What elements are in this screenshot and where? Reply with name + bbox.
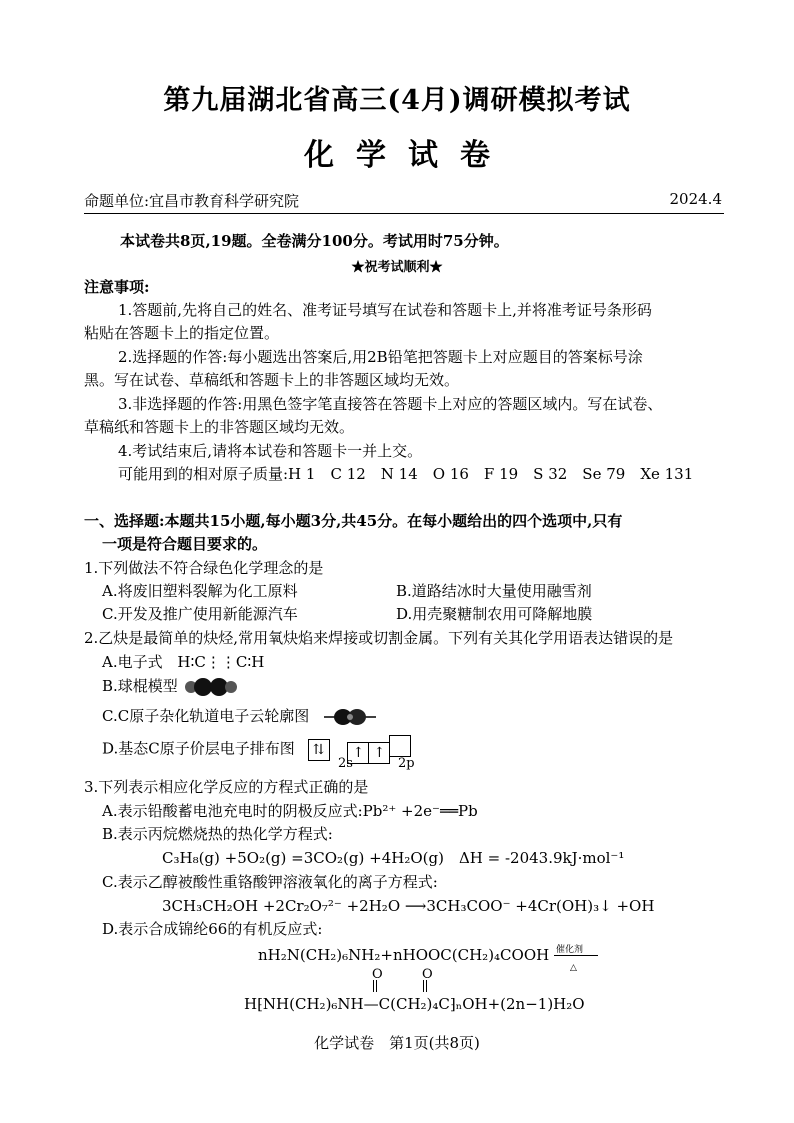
orbital-box-2p-2: ↑	[368, 742, 390, 764]
carbonyl-o-1: O	[372, 967, 383, 982]
exam-summary: 本试卷共8页,19题。全卷满分100分。考试用时75分钟。	[120, 232, 509, 250]
carbonyl-o-2: O	[422, 967, 433, 982]
exam-date: 2024.4	[669, 190, 722, 208]
section1-heading-cont: 一项是符合题目要求的。	[102, 535, 268, 553]
q3-stem: 3.下列表示相应化学反应的方程式正确的是	[84, 778, 369, 796]
q3-option-b: B.表示丙烷燃烧热的热化学方程式:	[102, 825, 333, 843]
double-bond-2	[423, 980, 424, 992]
q2-option-d-label: D.基态C原子价层电子排布图	[102, 739, 295, 758]
orbital-box-2p-3	[389, 735, 411, 757]
heat-label: △	[570, 963, 577, 973]
hybrid-orbital-image	[322, 706, 378, 728]
q2-option-a-label: A.电子式	[102, 653, 163, 671]
q2-stem: 2.乙炔是最简单的炔烃,常用氧炔焰来焊接或切割金属。下列有关其化学用语表达错误的是	[84, 629, 674, 647]
lewis-structure: H∶C⋮⋮C∶H	[177, 653, 265, 671]
q2-option-c-label: C.C原子杂化轨道电子云轮廓图	[102, 707, 310, 725]
q2-option-a	[102, 651, 264, 673]
header-rule	[84, 213, 724, 214]
notice-item-3: 3.非选择题的作答:用黑色签字笔直接答在答题卡上对应的答题区域内。写在试卷、	[118, 395, 663, 413]
orbital-2p-label: 2p	[398, 756, 415, 771]
page-footer: 化学试卷 第1页(共8页)	[314, 1034, 480, 1052]
notice-item-3-cont: 草稿纸和答题卡上的非答题区域均无效。	[84, 418, 355, 436]
q2-option-b	[102, 675, 239, 698]
notice-item-1-cont: 粘贴在答题卡上的指定位置。	[84, 324, 280, 342]
q2-option-c	[102, 705, 378, 728]
q1-option-a: A.将废旧塑料裂解为化工原料	[102, 582, 298, 600]
double-bond-1b	[376, 980, 377, 992]
q1-option-d: D.用壳聚糖制农用可降解地膜	[396, 605, 593, 623]
notice-item-2-cont: 黑。写在试卷、草稿纸和答题卡上的非答题区域均无效。	[84, 371, 460, 389]
orbital-2s-label: 2s	[338, 756, 353, 771]
blessing: ★祝考试顺利★	[351, 260, 443, 275]
q3-equation-d-products: H⁅NH(CH₂)₆NH—C(CH₂)₄C⁆ₙOH+(2n−1)H₂O	[244, 995, 585, 1013]
notice-heading: 注意事项:	[84, 278, 150, 296]
reaction-arrow	[554, 945, 598, 973]
q2-option-d	[102, 735, 410, 764]
q1-option-b: B.道路结冰时大量使用融雪剂	[396, 582, 592, 600]
orbital-2s	[308, 738, 329, 761]
q3-option-d: D.表示合成锦纶66的有机反应式:	[102, 920, 323, 938]
section1-heading: 一、选择题:本题共15小题,每小题3分,共45分。在每小题给出的四个选项中,只有	[84, 512, 623, 530]
q2-option-b-label: B.球棍模型	[102, 677, 178, 695]
q3-option-a: A.表示铅酸蓄电池充电时的阴极反应式:Pb²⁺ +2e⁻══Pb	[102, 802, 478, 820]
subject-title: 化学试卷	[304, 138, 512, 173]
exam-title: 第九届湖北省高三(4月)调研模拟考试	[163, 85, 631, 116]
double-bond-1	[373, 980, 374, 992]
ball-stick-model-image	[183, 676, 239, 698]
arrow-line	[554, 955, 598, 956]
double-bond-2b	[426, 980, 427, 992]
q3-equation-d-reactants	[258, 944, 598, 973]
author-unit: 命题单位:宜昌市教育科学研究院	[84, 192, 300, 210]
orbital-box-2s: ⇅	[308, 739, 330, 761]
notice-item-4: 4.考试结束后,请将本试卷和答题卡一并上交。	[118, 442, 423, 460]
notice-item-2: 2.选择题的作答:每小题选出答案后,用2B铅笔把答题卡上对应题目的答案标号涂	[118, 348, 643, 366]
catalyst-label: 催化剂	[556, 945, 584, 955]
orbital-box-2p-1: ↑	[347, 742, 369, 764]
q3-equation-b: C₃H₈(g) +5O₂(g) =3CO₂(g) +4H₂O(g) ΔH = -2043.9kJ·mol⁻¹	[162, 849, 625, 867]
atomic-masses: 可能用到的相对原子质量:H 1 C 12 N 14 O 16 F 19 S 32 Se 79 Xe 131	[118, 465, 694, 483]
q1-option-c: C.开发及推广使用新能源汽车	[102, 605, 298, 623]
reactants-text: nH₂N(CH₂)₆NH₂+nHOOC(CH₂)₄COOH	[258, 946, 550, 964]
notice-item-1: 1.答题前,先将自己的姓名、准考证号填写在试卷和答题卡上,并将准考证号条形码	[118, 301, 652, 319]
q3-option-c: C.表示乙醇被酸性重铬酸钾溶液氧化的离子方程式:	[102, 873, 438, 891]
q3-equation-c: 3CH₃CH₂OH +2Cr₂O₇²⁻ +2H₂O ⟶3CH₃COO⁻ +4Cr(OH)₃↓ +OH	[162, 897, 655, 915]
q1-stem: 1.下列做法不符合绿色化学理念的是	[84, 559, 324, 577]
